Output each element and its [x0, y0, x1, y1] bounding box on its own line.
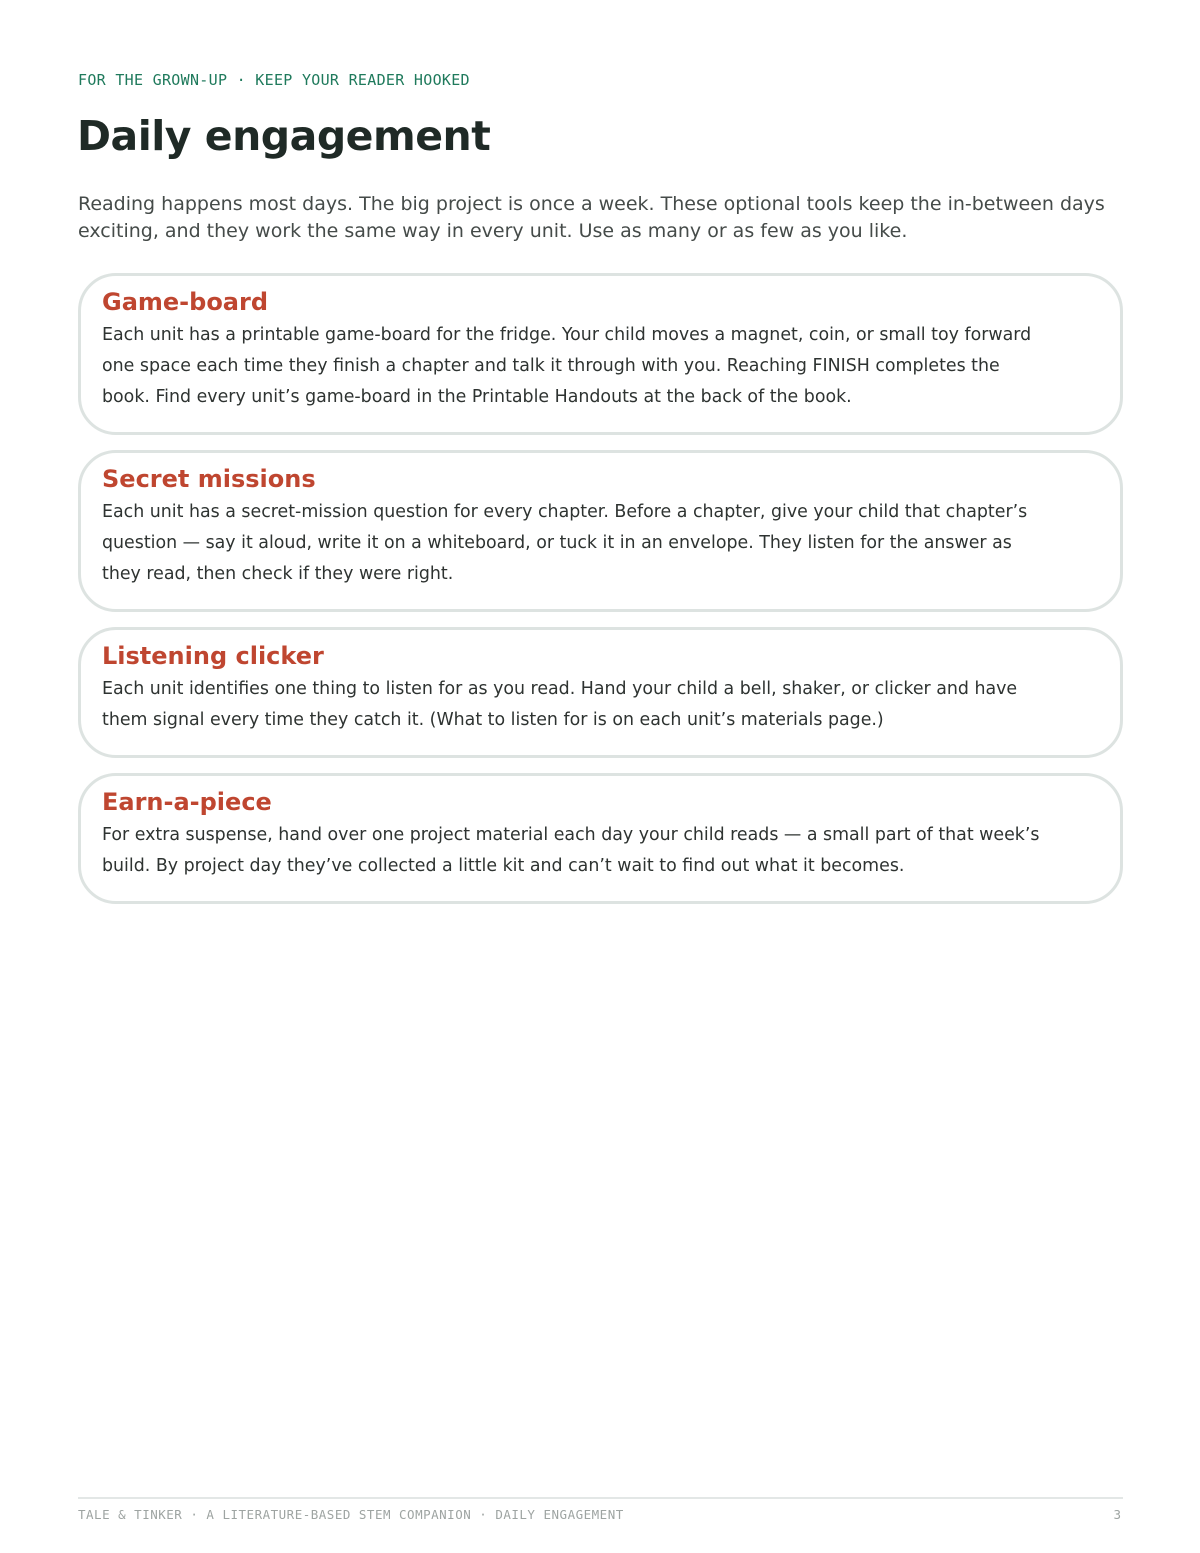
- eyebrow-label: FOR THE GROWN-UP · KEEP YOUR READER HOOKED: [78, 71, 470, 89]
- tool-card-game-board: [78, 273, 1123, 435]
- page-title: Daily engagement: [77, 112, 491, 160]
- tool-card-body: Each unit identifies one thing to listen for as you read. Hand your child a bell, shaker, or clicker and have them signal every time they catch it. (What to listen for is on each unit’s materials page.): [102, 679, 1018, 730]
- intro-paragraph: Reading happens most days. The big project is once a week. These optional tools keep the in-between days exciting, and they work the same way in every unit. Use as many or as few as you like.: [78, 193, 1105, 242]
- tool-card-title: Game-board: [102, 288, 269, 316]
- tool-card-body: Each unit has a secret-mission question for every chapter. Before a chapter, give your child that chapter’s question — say it aloud, write it on a whiteboard, or tuck it in an envelope. They listen for the answer as they read, then check if they were right.: [102, 502, 1028, 584]
- tool-card-secret-missions: [78, 450, 1123, 612]
- tool-card-title: Secret missions: [102, 465, 316, 493]
- tools-list: [78, 273, 1123, 919]
- tool-card-listening-clicker: [78, 627, 1123, 758]
- tool-card-title: Listening clicker: [102, 642, 324, 670]
- page-number: 3: [1113, 1507, 1121, 1522]
- tool-card-body: Each unit has a printable game-board for the fridge. Your child moves a magnet, coin, or small toy forward one space each time they finish a chapter and talk it through with you. Reaching FINISH completes the book. Find every unit’s game-board in the Printable Handouts at the back of the book.: [102, 325, 1032, 407]
- tool-card-title: Earn-a-piece: [102, 788, 272, 816]
- footer-running-title: TALE & TINKER · A LITERATURE-BASED STEM COMPANION · DAILY ENGAGEMENT: [78, 1507, 624, 1522]
- tool-card-earn-a-piece: [78, 773, 1123, 904]
- page-footer: [78, 1497, 1123, 1522]
- tool-card-body: For extra suspense, hand over one project material each day your child reads — a small part of that week’s build. By project day they’ve collected a little kit and can’t wait to find out what it becomes.: [102, 825, 1040, 876]
